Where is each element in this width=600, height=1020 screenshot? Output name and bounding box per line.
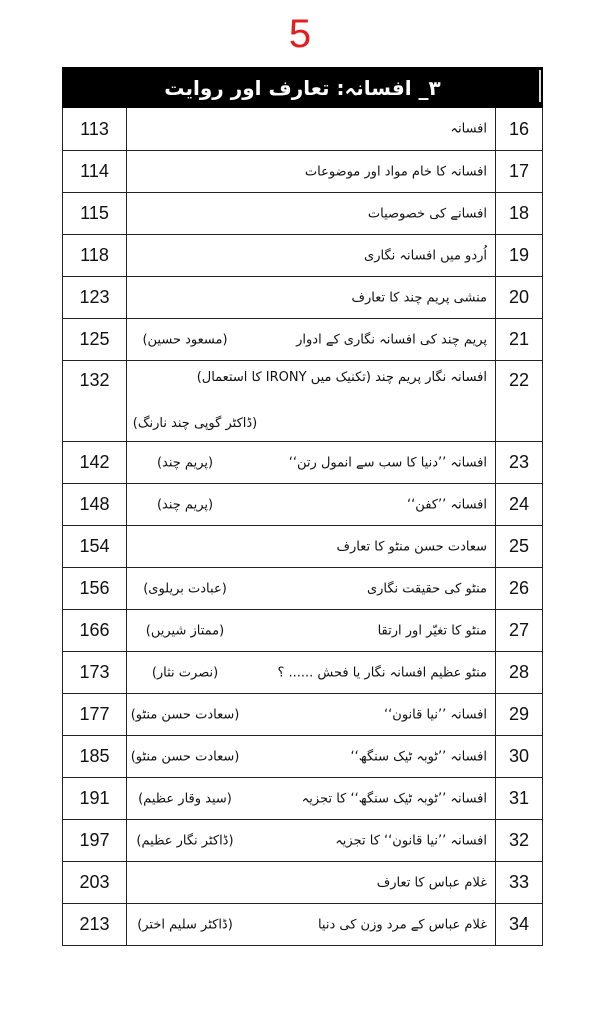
entry-author: (پریم چند) [156, 497, 214, 512]
entry-number: 21 [508, 329, 530, 349]
entry-author: (سید وقار عظیم) [138, 791, 232, 806]
toc-row [63, 360, 542, 441]
entry-number: 33 [508, 872, 530, 892]
entry-number: 31 [508, 788, 530, 808]
toc-row [63, 567, 542, 609]
entry-number: 16 [508, 118, 530, 139]
title-cell [127, 904, 496, 945]
entry-title: پریم چند کی افسانہ نگاری کے ادوار [296, 332, 487, 347]
entry-title: افسانہ ’’دنیا کا سب سے انمول رتن‘‘ [288, 455, 487, 470]
toc-row [63, 693, 542, 735]
toc-row [63, 483, 542, 525]
title-cell [127, 361, 496, 441]
page-ref: 166 [63, 610, 127, 651]
title-cell [127, 694, 496, 735]
entry-title: منٹو عظیم افسانہ نگار یا فحش ...... ؟ [277, 665, 487, 680]
toc-row [63, 108, 542, 150]
table-of-contents [62, 67, 543, 946]
entry-number: 18 [508, 203, 530, 223]
entry-author: (عبادت بریلوی) [143, 581, 227, 596]
title-cell [127, 193, 496, 234]
entry-number: 27 [508, 620, 530, 640]
title-cell [127, 108, 496, 150]
header-edge-divider [539, 70, 541, 102]
entry-title: افسانہ نگار پریم چند (تکنیک میں IRONY کا استعمال) [196, 370, 487, 385]
entry-title: افسانہ ’’نیا قانون‘‘ [384, 707, 487, 722]
entry-title: اُردو میں افسانہ نگاری [364, 248, 487, 263]
page-ref: 114 [63, 151, 127, 192]
entry-number: 24 [508, 494, 530, 514]
entry-number: 22 [508, 370, 530, 390]
page-ref: 132 [63, 361, 127, 441]
entry-number: 30 [508, 746, 530, 766]
toc-row [63, 819, 542, 861]
entry-author: (ممتاز شیریں) [145, 623, 225, 638]
entry-title: افسانہ [450, 121, 487, 137]
title-cell [127, 778, 496, 819]
entry-number: 32 [508, 830, 530, 850]
toc-row [63, 276, 542, 318]
entry-author: (مسعود حسین) [142, 332, 228, 347]
toc-row [63, 525, 542, 567]
entry-title: افسانہ ’’ٹوبہ ٹیک سنگھ‘‘ [350, 749, 487, 764]
page-ref: 156 [63, 568, 127, 609]
page-ref: 213 [63, 904, 127, 945]
toc-row [63, 735, 542, 777]
title-cell [127, 151, 496, 192]
title-cell [127, 235, 496, 276]
toc-row [63, 777, 542, 819]
page-ref: 154 [63, 526, 127, 567]
page-number: 5 [288, 12, 312, 56]
toc-row [63, 609, 542, 651]
page-ref: 118 [63, 235, 127, 276]
title-cell [127, 442, 496, 483]
toc-row [63, 861, 542, 903]
toc-row [63, 903, 542, 945]
toc-row [63, 651, 542, 693]
entry-number: 28 [508, 662, 530, 682]
page-ref: 125 [63, 319, 127, 360]
entry-title: افسانہ ’’نیا قانون‘‘ کا تجزیہ [335, 833, 487, 848]
entry-number: 26 [508, 578, 530, 598]
entry-author: (پریم چند) [156, 455, 214, 470]
entry-title: افسانہ ’’کفن‘‘ [407, 497, 487, 512]
title-cell [127, 736, 496, 777]
entry-number: 25 [508, 536, 530, 556]
title-cell [127, 610, 496, 651]
section-header [62, 67, 543, 108]
title-cell [127, 568, 496, 609]
toc-row [63, 234, 542, 276]
title-cell [127, 277, 496, 318]
title-cell [127, 862, 496, 903]
toc-row [63, 150, 542, 192]
page-ref: 185 [63, 736, 127, 777]
entry-author: (سعادت حسن منٹو) [130, 707, 240, 722]
toc-rows [62, 108, 543, 946]
page-ref: 113 [63, 108, 127, 150]
entry-author: (نصرت نثار) [151, 665, 219, 680]
entry-title: منٹو کا تغیّر اور ارتقا [377, 623, 487, 638]
title-cell [127, 820, 496, 861]
entry-author: (سعادت حسن منٹو) [130, 749, 240, 764]
entry-title: غلام عباس کا تعارف [376, 875, 487, 890]
page-ref: 203 [63, 862, 127, 903]
entry-number: 34 [508, 914, 530, 934]
entry-title: افسانہ ’’ٹوبہ ٹیک سنگھ‘‘ کا تجزیہ [301, 791, 487, 806]
entry-author: (ڈاکٹر نگار عظیم) [136, 833, 234, 848]
entry-title: افسانہ کا خام مواد اور موضوعات [304, 164, 487, 179]
page-ref: 148 [63, 484, 127, 525]
entry-number: 23 [508, 452, 530, 472]
entry-number: 19 [508, 245, 530, 265]
entry-title: غلام عباس کے مرد وزن کی دنیا [317, 917, 487, 932]
entry-title: منشی پریم چند کا تعارف [351, 290, 487, 305]
toc-row [63, 441, 542, 483]
entry-title: افسانے کی خصوصیات [367, 206, 487, 221]
toc-row [63, 318, 542, 360]
entry-number: 29 [508, 704, 530, 724]
entry-author: (ڈاکٹر سلیم اختر) [137, 917, 233, 932]
entry-number: 17 [508, 161, 530, 181]
title-cell [127, 319, 496, 360]
page-ref: 142 [63, 442, 127, 483]
toc-row [63, 192, 542, 234]
entry-title: منٹو کی حقیقت نگاری [366, 581, 487, 596]
section-title: ۳_ افسانہ: تعارف اور روایت [164, 75, 441, 100]
title-cell [127, 484, 496, 525]
entry-number: 20 [508, 287, 530, 307]
page-ref: 115 [63, 193, 127, 234]
title-cell [127, 652, 496, 693]
page-ref: 197 [63, 820, 127, 861]
page-ref: 173 [63, 652, 127, 693]
entry-title: سعادت حسن منٹو کا تعارف [336, 539, 487, 554]
title-cell [127, 526, 496, 567]
entry-author: (ڈاکٹر گوپی چند نارنگ) [132, 416, 258, 431]
page-ref: 191 [63, 778, 127, 819]
page-ref: 177 [63, 694, 127, 735]
page-ref: 123 [63, 277, 127, 318]
